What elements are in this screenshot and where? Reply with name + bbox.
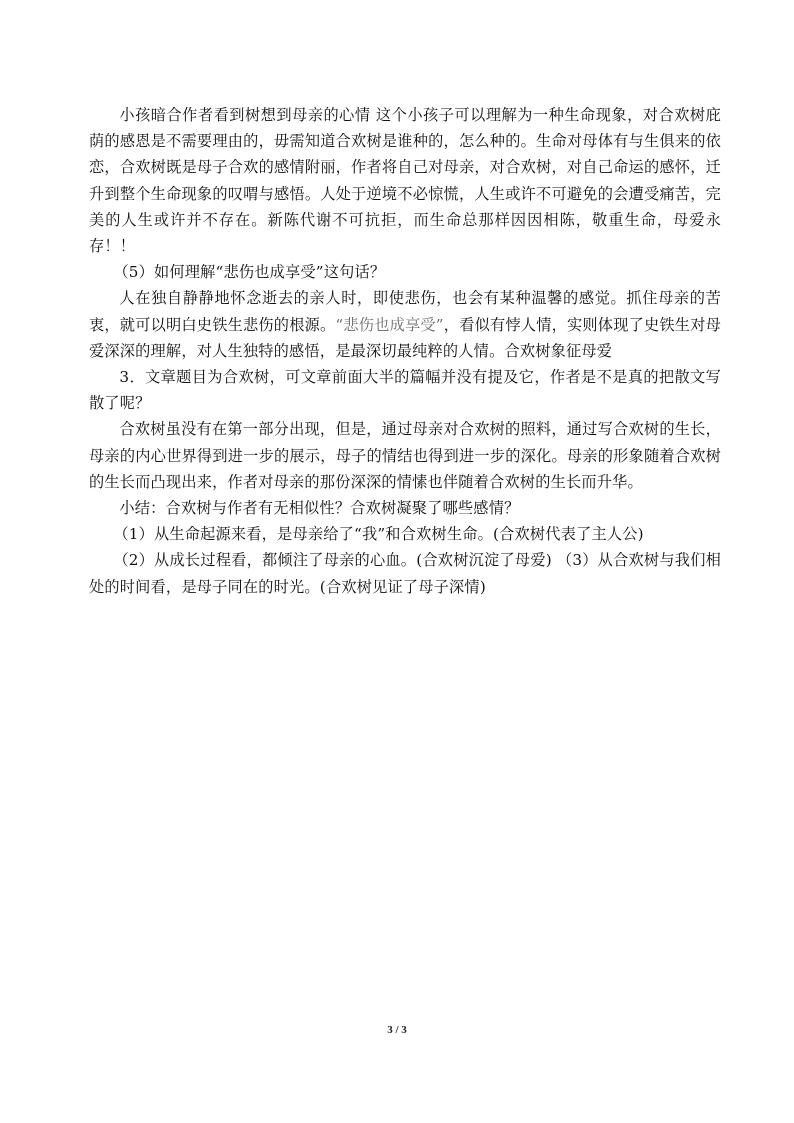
paragraph-answer-3: 合欢树虽没有在第一部分出现，但是，通过母亲对合欢树的照料，通过写合欢树的生长，母亲的内心世界得到进一步的展示，母子的情结也得到进一步的深化。母亲的形象随着合欢树的生长而凸现出来，作者对母亲的那份深深的情愫也伴随着合欢树的生长而升华。: [89, 420, 721, 491]
page-number: 3 / 3: [387, 1024, 407, 1036]
answer-5-text-before: 人在独自静静地怀念逝去的亲人时，即使悲伤，也会有某种温馨的感觉。抓住母亲的苦衷，就可以明白史铁生悲伤的根源。: [89, 289, 721, 334]
answer-5-text-after: ，看似有悖人情，实则体现了史铁生对母爱深深的理解，对人生独特的感悟，是最深切最纯粹的人情。合欢树象征母爱: [89, 315, 721, 360]
paragraph-answer-5: [89, 285, 721, 364]
summary-heading: 小结：合欢树与作者有无相似性？合欢树凝聚了哪些感情？: [119, 499, 520, 518]
summary-point-1: （1）从生命起源来看，是母亲给了“我”和合欢树生命。(合欢树代表了主人公): [113, 525, 644, 544]
summary-point-2-3: （2）从成长过程看，都倾注了母亲的心血。(合欢树沉淀了母爱) （3）从合欢树与我们相处的时间看，是母子同在的时光。(合欢树见证了母子深情): [89, 551, 721, 596]
answer-5-quote: “悲伤也成享受”: [335, 315, 444, 334]
document-body: [89, 102, 721, 600]
question-3-heading: 3．文章题目为合欢树，可文章前面大半的篇幅并没有提及它，作者是不是真的把散文写散了呢？: [89, 368, 721, 413]
paragraph-interpretation-child: 小孩暗合作者看到树想到母亲的心情 这个小孩子可以理解为一种生命现象，对合欢树庇荫的感恩是不需要理由的，毋需知道合欢树是谁种的，怎么种的。生命对母体有与生俱来的依恋，合欢树既是母子合欢的感情附丽，作者将自己对母亲，对合欢树，对自己命运的感怀，迁升到整个生命现象的叹喟与感悟。人处于逆境不必惊慌，人生或许不可避免的会遭受痛苦，完美的人生或许并不存在。新陈代谢不可抗拒，而生命总那样因因相陈，敬重生命，母爱永存！！: [89, 106, 721, 256]
question-5-heading: （5）如何理解“悲伤也成享受”这句话？: [113, 263, 386, 282]
